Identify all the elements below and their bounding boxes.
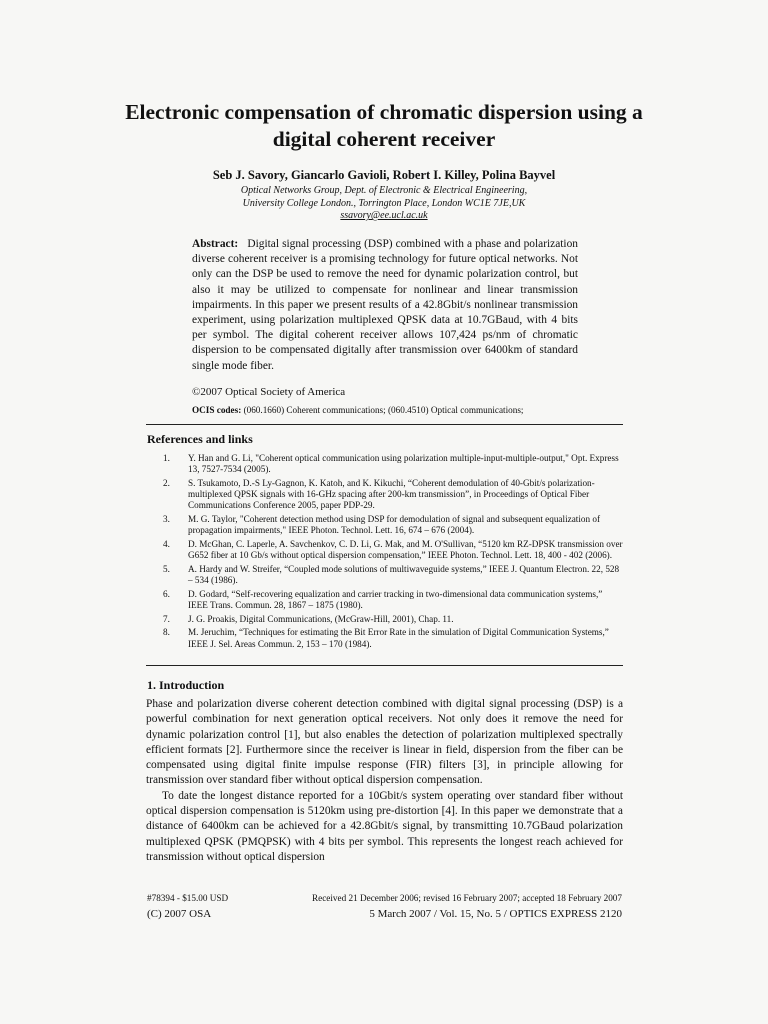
reference-text: Y. Han and G. Li, "Coherent optical communication using polarization multiple-input-multiple-output," Opt. Express 13, 7527-7534 (2005). xyxy=(188,453,619,475)
copyright-notice: ©2007 Optical Society of America xyxy=(192,386,346,398)
references-heading: References and links xyxy=(147,432,253,446)
section-divider xyxy=(146,665,623,666)
affiliation xyxy=(140,185,628,223)
reference-list xyxy=(146,453,624,652)
abstract xyxy=(192,237,578,374)
reference-text: J. G. Proakis, Digital Communications, (McGraw-Hill, 2001), Chap. 11. xyxy=(188,613,454,624)
reference-text: D. Godard, “Self-recovering equalization and carrier tracking in two-dimensional data communication systems,” IEEE Trans. Commun. 28, 1867 – 1875 (1980). xyxy=(188,588,603,610)
reference-number: 8. xyxy=(163,627,170,638)
reference-number: 7. xyxy=(163,613,170,624)
footer-price: #78394 - $15.00 USD xyxy=(147,893,229,903)
ocis-text: (060.1660) Coherent communications; (060.4510) Optical communications; xyxy=(243,405,524,415)
paragraph: To date the longest distance reported for a 10Gbit/s system operating over standard fiber without optical dispersion compensation is 5120km using pre-distortion [4]. In this paper we demonstrate that a distance of 6400km can be achieved for a 42.8Gbit/s signal, by transmitting 10.7GBaud polarization multiplexed QPSK (PMQPSK) with 4 bits per symbol. This represents the longest reach achieved for transmission without optical dispersion xyxy=(146,789,623,863)
footer-received-dates: Received 21 December 2006; revised 16 February 2007; accepted 18 February 2007 xyxy=(312,893,622,903)
affiliation-line-1: Optical Networks Group, Dept. of Electronic & Electrical Engineering, xyxy=(240,185,528,196)
reference-number: 2. xyxy=(163,477,170,488)
reference-number: 4. xyxy=(163,538,170,549)
paragraph: Phase and polarization diverse coherent detection combined with digital signal processing (DSP) is a powerful combination for next generation optical receivers. Not only does it remove the need for dynamic polarization control [1], but also enables the detection of polarization multiplexed spectrally efficient formats [2]. Furthermore since the receiver is linear in field, dispersion from the fiber can be compensated using digital finite impulse response (FIR) filters [3], in principle allowing for transmission over standard fiber without optical dispersion compensation. xyxy=(146,698,623,787)
reference-item xyxy=(146,627,624,649)
section-heading: 1. Introduction xyxy=(147,678,225,692)
reference-text: S. Tsukamoto, D.-S Ly-Gagnon, K. Katoh, and K. Kikuchi, “Coherent demodulation of 40-Gbit/s polarization-multiplexed QPSK signals with 16-GHz spacing after 200-km transmission”, in Proceedings of Optical Fiber Communications Conference 2005, paper PDP-29. xyxy=(188,477,595,511)
reference-item xyxy=(146,539,624,561)
author-email-link[interactable]: ssavory@ee.ucl.ac.uk xyxy=(340,210,428,221)
paper-title: Electronic compensation of chromatic dispersion using a digital coherent receiver xyxy=(125,100,643,151)
reference-text: M. G. Taylor, "Coherent detection method using DSP for demodulation of signal and subsequent equalization of propagation impairments," IEEE Photon. Technol. Lett. 16, 674 – 676 (2004). xyxy=(188,514,601,536)
reference-item xyxy=(146,564,624,586)
reference-item xyxy=(146,589,624,611)
footer-copyright: (C) 2007 OSA xyxy=(147,908,212,920)
author-list: Seb J. Savory, Giancarlo Gavioli, Robert I. Killey, Polina Bayvel xyxy=(212,168,556,182)
reference-number: 6. xyxy=(163,588,170,599)
footer-journal-citation: 5 March 2007 / Vol. 15, No. 5 / OPTICS EXPRESS 2120 xyxy=(369,908,622,920)
reference-number: 5. xyxy=(163,563,170,574)
ocis-codes xyxy=(192,405,612,415)
ocis-label: OCIS codes: xyxy=(192,405,242,415)
section-divider xyxy=(146,424,623,425)
reference-item xyxy=(146,514,624,536)
abstract-text: Digital signal processing (DSP) combined with a phase and polarization diverse coherent receiver is a promising technology for future optical networks. Not only can the DSP be used to remove the need for dynamic polarization control, but also it may be utilized to compensate for nonlinear and linear transmission impairments. In this paper we present results of a 42.8Gbit/s nonlinear transmission experiment, using polarization multiplexed QPSK data at 10.7GBaud, with 4 bits per symbol. The digital coherent receiver allows 107,424 ps/nm of chromatic dispersion to be compensated digitally after transmission over 6400km of standard single mode fiber. xyxy=(192,238,578,372)
reference-item xyxy=(146,478,624,512)
reference-number: 3. xyxy=(163,514,170,525)
abstract-label: Abstract: xyxy=(192,238,239,250)
reference-text: D. McGhan, C. Laperle, A. Savchenkov, C. D. Li, G. Mak, and M. O'Sullivan, “5120 km RZ-DPSK transmission over G652 fiber at 10 Gb/s without optical dispersion compensation,” IEEE Photon. Technol. Lett. 18, 400 - 402 (2006). xyxy=(188,538,623,561)
reference-text: A. Hardy and W. Streifer, “Coupled mode solutions of multiwaveguide systems,” IEEE J. Quantum Electron. 22, 528 – 534 (1986). xyxy=(188,563,620,586)
reference-number: 1. xyxy=(163,453,170,463)
affiliation-line-2: University College London., Torrington Place, London WC1E 7JE,UK xyxy=(242,197,526,209)
section-body xyxy=(146,697,623,865)
reference-text: M. Jeruchim, “Techniques for estimating the Bit Error Rate in the simulation of Digital Communication Systems,” IEEE J. Sel. Areas Commun. 2, 153 – 170 (1984). xyxy=(188,627,609,649)
reference-item xyxy=(146,453,624,475)
reference-item xyxy=(146,614,624,625)
